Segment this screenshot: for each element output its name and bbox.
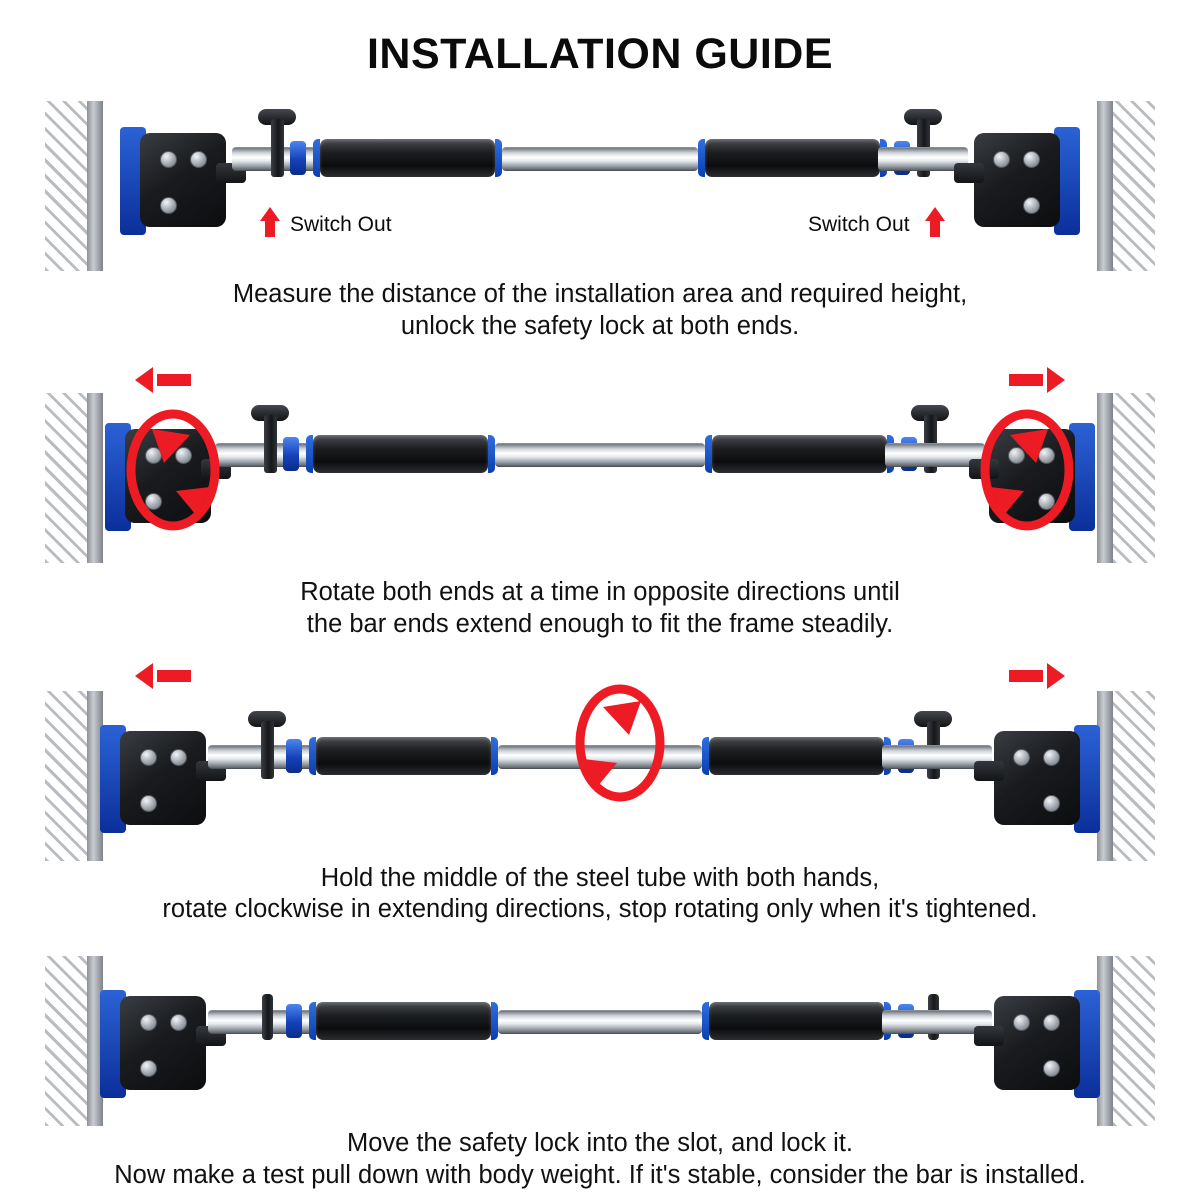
door-frame-post [1097, 393, 1113, 563]
safety-lock-knob-left[interactable] [255, 405, 285, 479]
extend-arrow-left-icon [135, 367, 191, 393]
mount-bolt [1013, 749, 1030, 766]
mount-bolt [1023, 151, 1040, 168]
mount-arm [974, 1026, 1004, 1046]
switch-out-label-right: Switch Out [808, 213, 910, 236]
pull-up-bar [120, 121, 1080, 191]
mount-body [120, 731, 206, 825]
wall-left [45, 101, 105, 271]
caption-line: Rotate both ends at a time in opposite directions until [300, 577, 900, 606]
step-3 [0, 663, 1200, 927]
blue-collar [286, 1004, 302, 1038]
mount-body [994, 996, 1080, 1090]
mount-bolt [170, 749, 187, 766]
knob-stem [264, 415, 277, 473]
wall-mount-bracket-right [988, 725, 1100, 835]
steel-tube-middle [495, 443, 705, 467]
extend-arrow-right-icon [1009, 663, 1065, 689]
mount-body [140, 133, 226, 227]
safety-lock-knob-left[interactable] [252, 978, 282, 1052]
wall-mount-bracket-left [120, 127, 232, 237]
arrow-head [135, 367, 153, 393]
caption-line: rotate clockwise in extending directions, stop rotating only when it's tightened. [162, 895, 1038, 924]
arrow-shaft [1009, 670, 1043, 682]
step-2-figure [0, 365, 1200, 577]
pull-up-bar [100, 984, 1100, 1054]
foam-grip-right [705, 139, 880, 177]
wall-hatch-icon [1113, 956, 1155, 1126]
step-2-caption [0, 577, 1200, 641]
blue-collar [286, 739, 302, 773]
foam-grip-left [313, 435, 488, 473]
arrow-shaft [1009, 374, 1043, 386]
caption-line: Now make a test pull down with body weight. If it's stable, consider the bar is installed. [114, 1161, 1086, 1190]
mount-arm [974, 761, 1004, 781]
foam-grip-left [316, 737, 491, 775]
wall-hatch-icon [45, 393, 87, 563]
step-4-figure [0, 950, 1200, 1128]
safety-lock-knob-left[interactable] [262, 109, 292, 183]
wall-mount-bracket-left [100, 990, 212, 1100]
caption-line: Measure the distance of the installation area and required height, [232, 280, 968, 308]
foam-grip-right [709, 737, 884, 775]
pull-up-bar [105, 417, 1095, 487]
page-title: INSTALLATION GUIDE [366, 30, 834, 78]
extend-arrow-left-icon [135, 663, 191, 689]
mount-bolt [1043, 795, 1060, 812]
step-1-figure [0, 79, 1200, 279]
foam-grip-right [712, 435, 887, 473]
wall-mount-bracket-right [988, 990, 1100, 1100]
wall-hatch-icon [1113, 691, 1155, 861]
knob-stem [271, 119, 284, 177]
rotate-arrow-right-icon [972, 405, 1082, 535]
step-1-caption [0, 279, 1200, 343]
arrow-shaft [157, 374, 191, 386]
step-1 [0, 79, 1200, 343]
rotate-arrow-left-icon [118, 405, 228, 535]
mount-bolt [1043, 749, 1060, 766]
knob-stem [261, 721, 274, 779]
mount-bolt [140, 795, 157, 812]
mount-arm [954, 163, 984, 183]
safety-lock-knob-right[interactable] [908, 109, 938, 183]
steel-tube-middle [502, 147, 698, 171]
mount-bolt [160, 151, 177, 168]
wall-left [45, 691, 105, 861]
step-2 [0, 365, 1200, 641]
wall-hatch-icon [45, 691, 87, 861]
wall-mount-bracket-right [968, 127, 1080, 237]
wall-hatch-icon [1113, 101, 1155, 271]
wall-left [45, 393, 105, 563]
extend-arrow-right-icon [1009, 367, 1065, 393]
arrow-head [1047, 367, 1065, 393]
arrow-shaft [930, 217, 940, 237]
foam-grip-left [320, 139, 495, 177]
caption-line: the bar ends extend enough to fit the frame steadily. [306, 609, 894, 638]
mount-body [994, 731, 1080, 825]
knob-stem-locked [262, 994, 273, 1040]
arrow-shaft [157, 670, 191, 682]
foam-grip-right [709, 1002, 884, 1040]
step-4 [0, 950, 1200, 1192]
mount-body [974, 133, 1060, 227]
safety-lock-knob-right[interactable] [915, 405, 945, 479]
mount-bolt [993, 151, 1010, 168]
door-frame-post [87, 101, 103, 271]
wall-hatch-icon [1113, 393, 1155, 563]
safety-lock-knob-left[interactable] [252, 711, 282, 785]
arrow-shaft [265, 217, 275, 237]
arrow-head [135, 663, 153, 689]
wall-right [1095, 101, 1155, 271]
wall-hatch-icon [45, 956, 87, 1126]
door-frame-post [1097, 101, 1113, 271]
step-3-figure [0, 663, 1200, 863]
caption-line: Move the safety lock into the slot, and lock it. [346, 1129, 853, 1158]
mount-bolt [190, 151, 207, 168]
step-4-caption [0, 1128, 1200, 1192]
foam-grip-left [316, 1002, 491, 1040]
caption-line: Hold the middle of the steel tube with both hands, [320, 863, 880, 892]
wall-left [45, 956, 105, 1126]
steel-tube-middle [498, 1010, 702, 1034]
wall-mount-bracket-left [100, 725, 212, 835]
wall-right [1095, 393, 1155, 563]
rotate-arrow-center-icon [565, 679, 675, 807]
mount-bolt [140, 749, 157, 766]
wall-hatch-icon [45, 101, 87, 271]
mount-body [120, 996, 206, 1090]
caption-line: unlock the safety lock at both ends. [400, 311, 800, 340]
wall-right [1095, 691, 1155, 861]
blue-collar [283, 437, 299, 471]
switch-out-label-left: Switch Out [290, 213, 392, 236]
mount-bolt [160, 197, 177, 214]
wall-right [1095, 956, 1155, 1126]
arrow-head [1047, 663, 1065, 689]
blue-collar [290, 141, 306, 175]
mount-bolt [1023, 197, 1040, 214]
step-3-caption [0, 863, 1200, 927]
door-frame-post [87, 393, 103, 563]
